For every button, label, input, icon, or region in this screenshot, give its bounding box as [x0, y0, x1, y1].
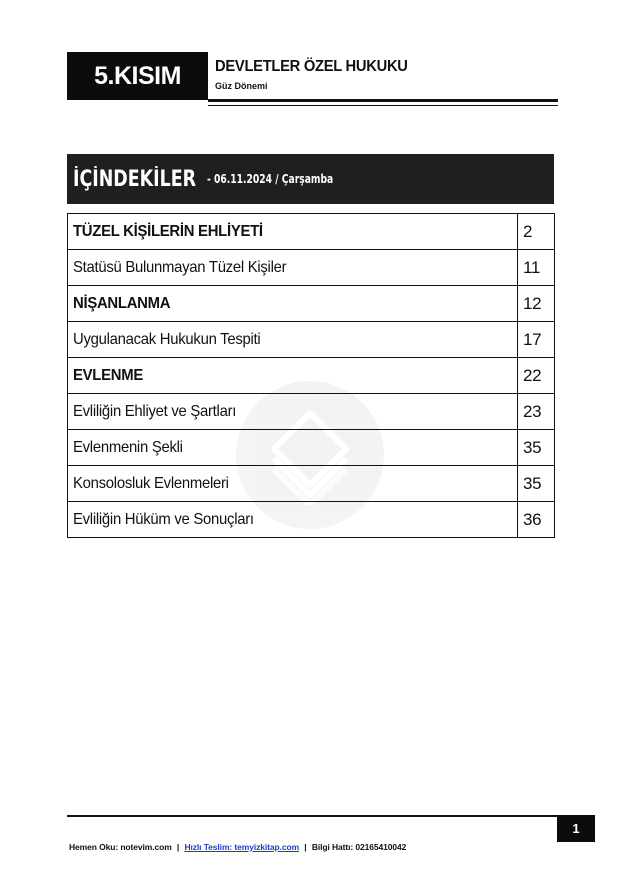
toc-entry-label: Statüsü Bulunmayan Tüzel Kişiler [73, 258, 287, 276]
toc-entry-cell [68, 430, 518, 466]
toc-row[interactable] [68, 286, 555, 322]
toc-entry-label: Evliliğin Hüküm ve Sonuçları [73, 510, 254, 528]
toc-entry-label: NİŞANLANMA [73, 294, 171, 312]
toc-entry-cell [68, 322, 518, 358]
toc-entry-label: Konsolosluk Evlenmeleri [73, 474, 229, 492]
toc-entry-cell [68, 466, 518, 502]
toc-entry-cell [68, 502, 518, 538]
toc-entry-page: 12 [518, 286, 555, 322]
toc-entry-label: Evliliğin Ehliyet ve Şartları [73, 402, 237, 420]
toc-row[interactable] [68, 322, 555, 358]
section-badge [67, 52, 208, 100]
toc-entry-cell [68, 250, 518, 286]
course-term: Güz Dönemi [215, 81, 268, 91]
toc-entry-page: 11 [518, 250, 555, 286]
header-rule-thick [208, 99, 558, 102]
footer-separator: | [176, 842, 180, 852]
toc-row[interactable] [68, 394, 555, 430]
toc-banner [67, 154, 554, 204]
toc-entry-page: 17 [518, 322, 555, 358]
toc-entry-page: 35 [518, 430, 555, 466]
course-title: DEVLETLER ÖZEL HUKUKU [215, 58, 408, 75]
toc-entry-cell [68, 286, 518, 322]
toc-entry-page: 2 [518, 214, 555, 250]
header-rule-thin [208, 105, 558, 106]
footer-separator: | [304, 842, 307, 852]
toc-entry-label: EVLENME [73, 366, 143, 384]
toc-row[interactable] [68, 358, 555, 394]
toc-entry-page: 23 [518, 394, 555, 430]
toc-row[interactable] [68, 214, 555, 250]
toc-row[interactable] [68, 466, 555, 502]
page-number-badge [557, 815, 595, 842]
toc-entry-cell [68, 394, 518, 430]
toc-table [67, 213, 555, 538]
toc-row[interactable] [68, 430, 555, 466]
footer-read-link[interactable]: Hemen Oku: notevim.com [69, 842, 172, 852]
footer-rule [67, 815, 557, 817]
toc-entry-label: Uygulanacak Hukukun Tespiti [73, 330, 261, 348]
footer-info-line: Bilgi Hattı: 02165410042 [311, 842, 407, 852]
toc-entry-label: Evlenmenin Şekli [73, 438, 183, 456]
footer-links [69, 842, 406, 852]
toc-row[interactable] [68, 250, 555, 286]
section-label: 5.KISIM [94, 61, 181, 90]
toc-entry-page: 22 [518, 358, 555, 394]
toc-entry-label: TÜZEL KİŞİLERİN EHLİYETİ [73, 222, 263, 240]
toc-entry-cell [68, 214, 518, 250]
toc-heading: İÇİNDEKİLER [73, 166, 197, 192]
toc-row[interactable] [68, 502, 555, 538]
footer-delivery-link[interactable]: Hızlı Teslim: temyizkitap.com [184, 842, 300, 852]
toc-entry-cell [68, 358, 518, 394]
page-number: 1 [572, 821, 580, 836]
toc-entry-page: 35 [518, 466, 555, 502]
toc-entry-page: 36 [518, 502, 555, 538]
toc-date: - 06.11.2024 / Çarşamba [206, 172, 334, 186]
